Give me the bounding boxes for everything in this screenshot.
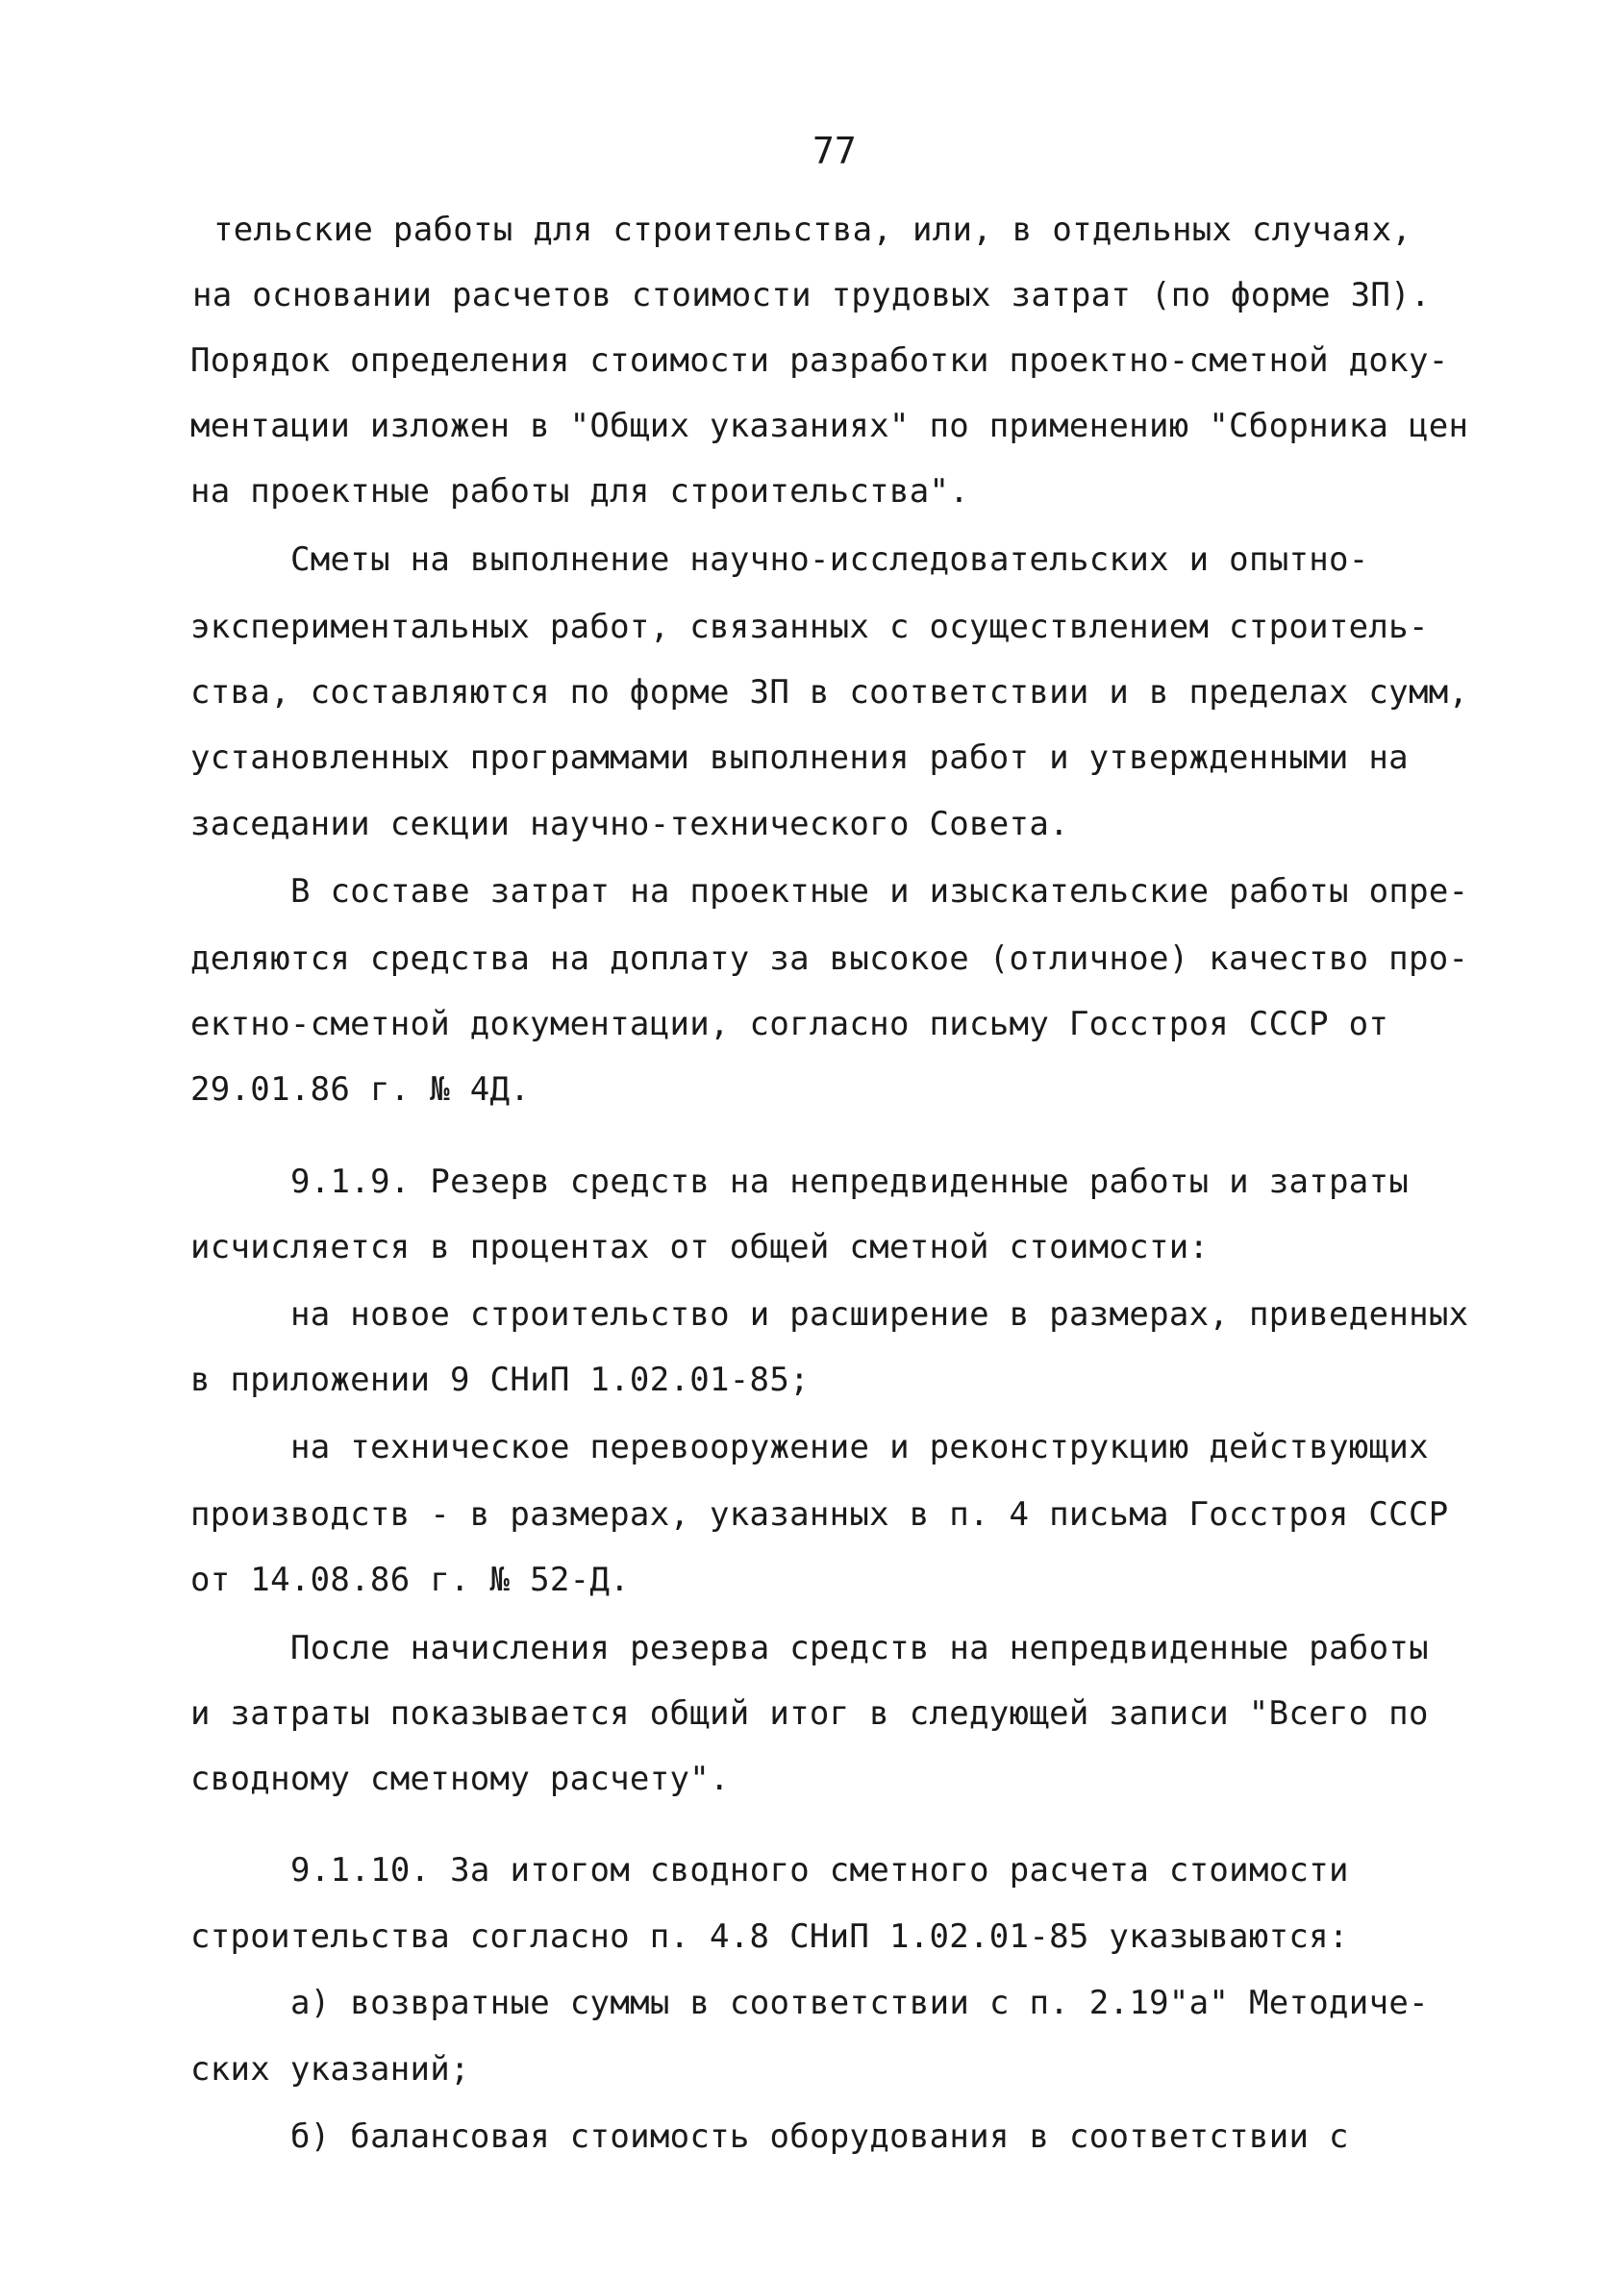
text-line-25: 9.1.10. За итогом сводного сметного расчета стоимости	[290, 1851, 1349, 1890]
text-line-28: ских указаний;	[190, 2050, 470, 2089]
text-line-10: заседании секции научно-технического Совета.	[190, 805, 1069, 843]
text-line-29: б) балансовая стоимость оборудования в соответствии с	[290, 2117, 1349, 2156]
text-line-1: тельские работы для строительства, или, в отдельных случаях,	[213, 211, 1412, 249]
text-line-11: В составе затрат на проектные и изыскательские работы опре-	[290, 872, 1469, 911]
text-line-6: Сметы на выполнение научно-исследовательских и опытно-	[290, 540, 1369, 579]
text-line-16: исчисляется в процентах от общей сметной стоимости:	[190, 1228, 1210, 1266]
text-line-23: и затраты показывается общий итог в следующей записи "Всего по	[190, 1694, 1429, 1733]
text-line-15: 9.1.9. Резерв средств на непредвиденные работы и затраты	[290, 1163, 1410, 1201]
text-line-8: ства, составляются по форме ЗП в соответствии и в пределах сумм,	[190, 673, 1469, 712]
text-line-18: в приложении 9 СНиП 1.02.01-85;	[190, 1361, 810, 1399]
text-line-21: от 14.08.86 г. № 52-Д.	[190, 1561, 630, 1599]
text-line-19: на техническое перевооружение и реконструкцию действующих	[290, 1428, 1429, 1466]
text-line-5: на проектные работы для строительства".	[190, 472, 970, 511]
text-line-7: экспериментальных работ, связанных с осуществлением строитель-	[190, 608, 1429, 646]
text-line-17: на новое строительство и расширение в размерах, приведенных	[290, 1295, 1469, 1334]
text-line-22: После начисления резерва средств на непредвиденные работы	[290, 1629, 1429, 1667]
text-line-2: на основании расчетов стоимости трудовых затрат (по форме ЗП).	[192, 276, 1431, 314]
text-line-14: 29.01.86 г. № 4Д.	[190, 1070, 531, 1109]
text-line-13: ектно-сметной документации, согласно письму Госстроя СССР от	[190, 1005, 1389, 1043]
page-number: 77	[812, 130, 857, 172]
text-line-26: строительства согласно п. 4.8 СНиП 1.02.01-85 указываются:	[190, 1917, 1349, 1956]
text-line-20: производств - в размерах, указанных в п. 4 письма Госстроя СССР	[190, 1495, 1449, 1534]
text-line-27: а) возвратные суммы в соответствии с п. 2.19"а" Методиче-	[290, 1984, 1429, 2022]
text-line-3: Порядок определения стоимости разработки проектно-сметной доку-	[190, 341, 1449, 380]
text-line-12: деляются средства на доплату за высокое (отличное) качество про-	[190, 939, 1469, 978]
text-line-9: установленных программами выполнения работ и утвержденными на	[190, 738, 1409, 777]
text-line-4: ментации изложен в "Общих указаниях" по применению "Сборника цен	[190, 407, 1469, 445]
text-line-24: сводному сметному расчету".	[190, 1760, 730, 1798]
